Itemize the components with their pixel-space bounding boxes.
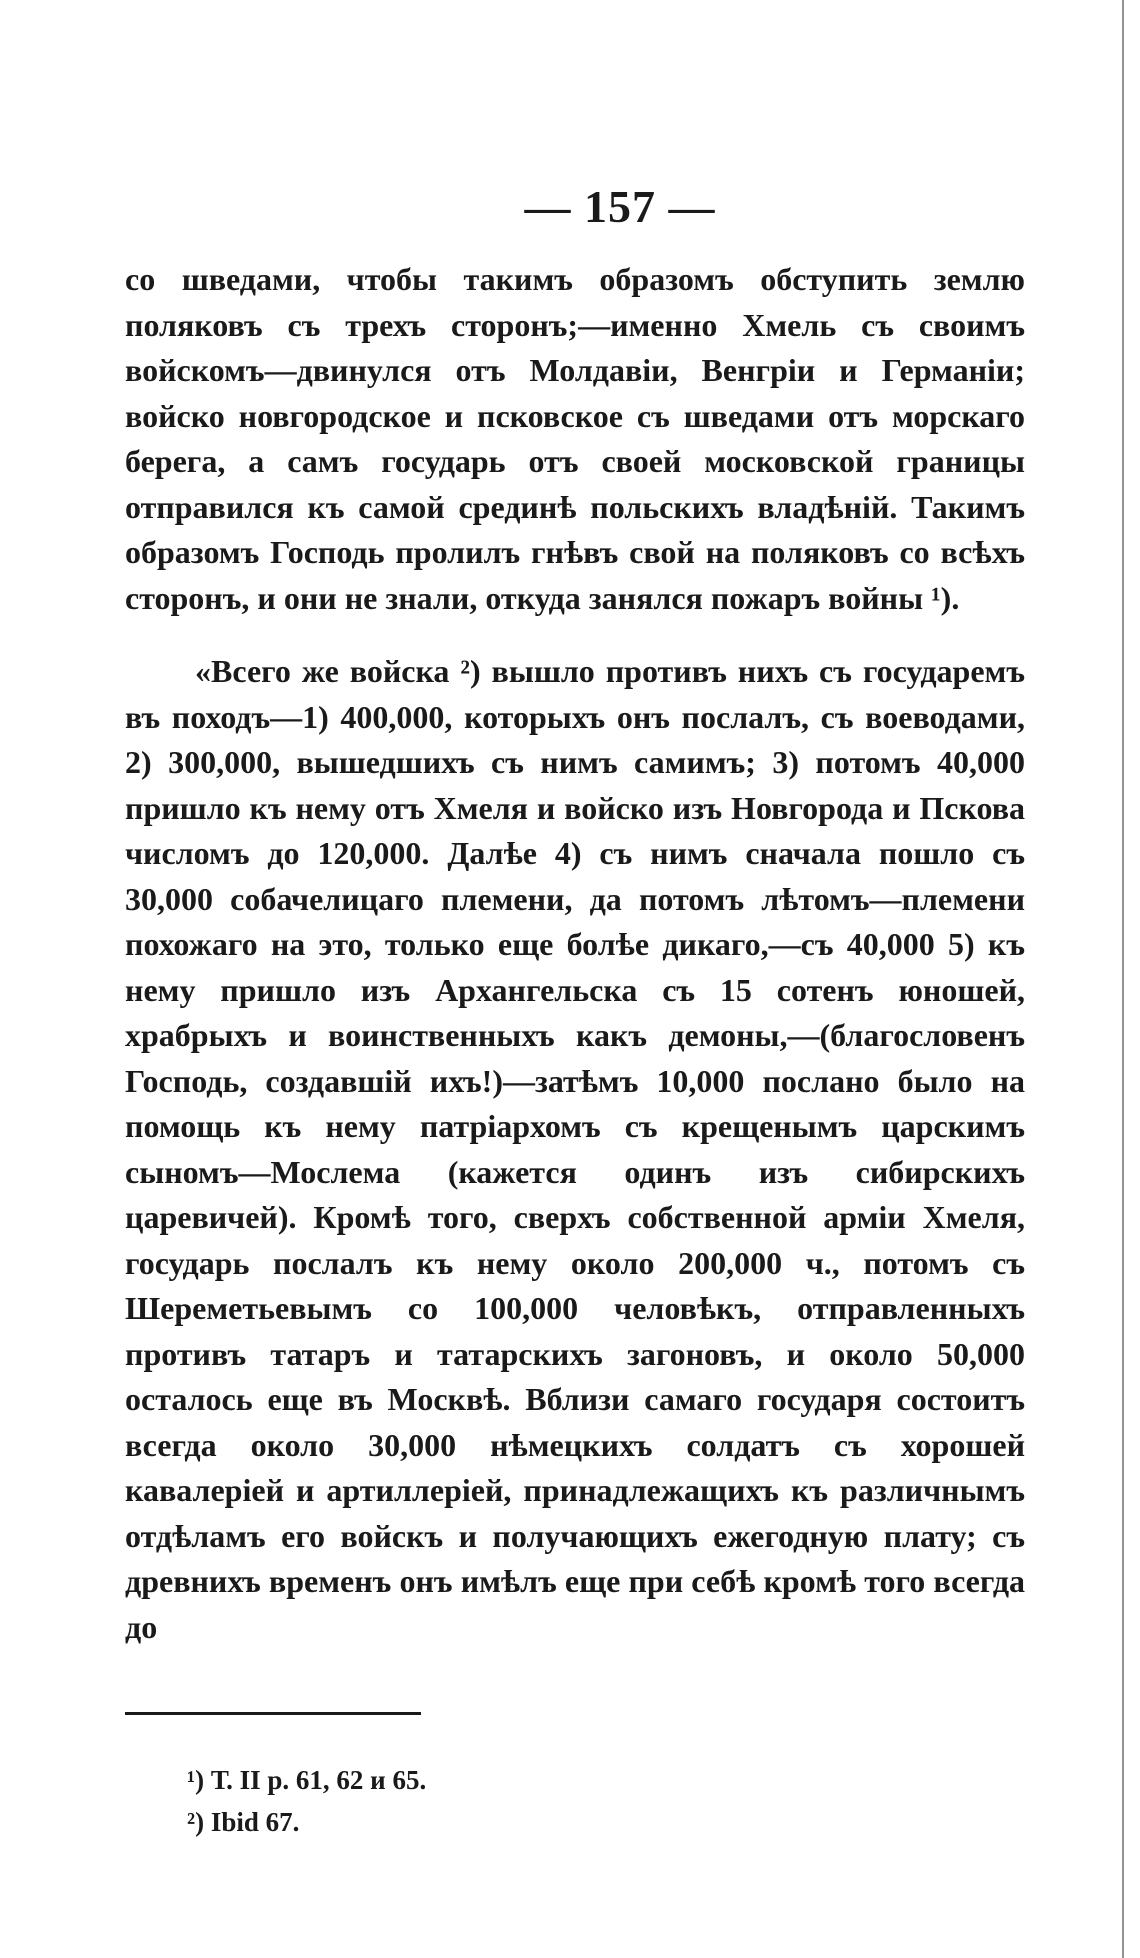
footnotes — [125, 1759, 1025, 1843]
footnote-1: ¹) Т. II р. 61, 62 и 65. — [187, 1765, 427, 1795]
page-edge-line — [1122, 0, 1124, 1958]
main-text — [125, 257, 1025, 1650]
page-number: — 157 — — [524, 181, 716, 232]
book-page — [125, 170, 1025, 1843]
footnote-2: ²) Ibid 67. — [187, 1807, 300, 1837]
paragraph-2: «Всего же войска ²) вышло противъ нихъ съ государемъ въ походъ—1) 400,000, которыхъ онъ послалъ, съ воеводами, 2) 300,000, вышедшихъ съ нимъ самимъ; 3) потомъ 40,000 пришло къ нему отъ Хмеля и войско изъ Новгорода и Пскова числомъ до 120,000. Далѣе 4) съ нимъ сначала пошло съ 30,000 собачелицаго племени, да потомъ лѣтомъ—племени похожаго на это, только еще болѣе дикаго,—съ 40,000 5) къ нему пришло изъ Архангельска съ 15 сотенъ юношей, храбрыхъ и воинственныхъ какъ демоны,—(благословенъ Господь, создавшій ихъ!)—затѣмъ 10,000 послано было на помощь къ нему патріархомъ съ крещенымъ царскимъ сыномъ—Мослема (кажется одинъ изъ сибирскихъ царевичей). Кромѣ того, сверхъ собственной арміи Хмеля, государь послалъ къ нему около 200,000 ч., потомъ съ Шереметьевымъ со 100,000 человѣкъ, отправленныхъ противъ татаръ и татарскихъ загоновъ, и около 50,000 осталось еще въ Москвѣ. Вблизи самаго государя состоитъ всегда около 30,000 нѣмецкихъ солдатъ съ хорошей кавалеріей и артиллеріей, принадлежащихъ къ различнымъ отдѣламъ его войскъ и получающихъ ежегодную плату; съ древнихъ временъ онъ имѣлъ еще при себѣ кромѣ того всегда до — [125, 653, 1025, 1645]
paragraph-1: со шведами, чтобы такимъ образомъ обступить землю поляковъ съ трехъ сторонъ;—именно Хмель съ своимъ войскомъ—двинулся отъ Молдавіи, Венгріи и Германіи; войско новгородское и псковское съ шведами отъ морскаго берега, а самъ государь отъ своей московской границы отправился къ самой срединѣ польскихъ владѣній. Такимъ образомъ Господь пролилъ гнѣвъ свой на поляковъ со всѣхъ сторонъ, и они не знали, откуда занялся пожаръ войны ¹). — [125, 261, 1025, 616]
footnote-separator-rule — [125, 1712, 421, 1715]
